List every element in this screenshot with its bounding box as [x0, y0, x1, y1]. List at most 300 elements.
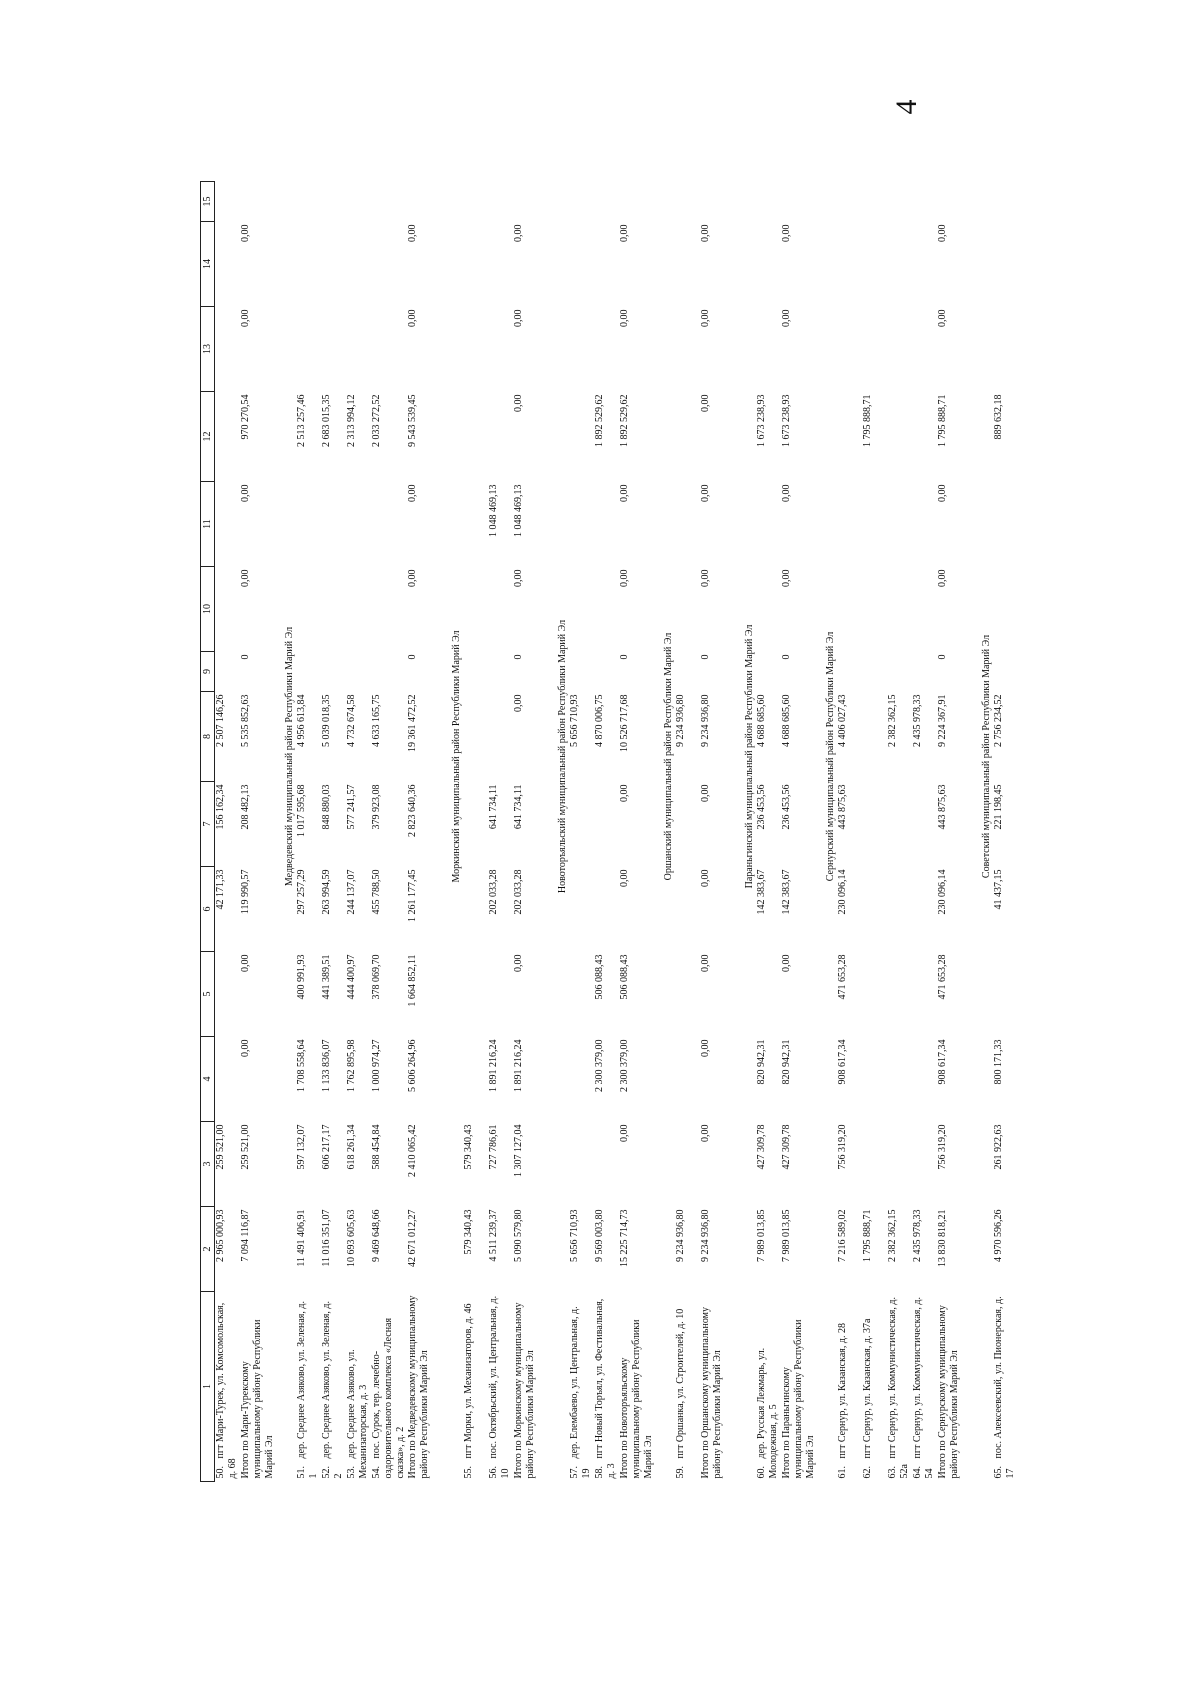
value-cell-c14: 0,00: [937, 309, 948, 327]
value-cell-c8: 379 923,08: [371, 784, 382, 830]
column-header: 3: [201, 1122, 215, 1207]
value-cell-c4: [912, 1122, 937, 1207]
value-cell-c10: [993, 652, 1018, 692]
row-number: 51.: [296, 1466, 307, 1479]
table-row: [675, 182, 700, 1482]
value-cell-c4: 427 309,78: [781, 1124, 792, 1170]
value-cell-c4: 261 922,63: [993, 1124, 1004, 1170]
value-cell-c7: [887, 867, 912, 952]
value-cell-c6: 0,00: [700, 954, 711, 972]
row-number: 60.: [756, 1466, 767, 1479]
value-cell-c5: [912, 1037, 937, 1122]
page-number: 4: [890, 99, 923, 115]
value-cell-c3: 11 016 351,07: [321, 1209, 332, 1267]
value-cell-c7: 230 096,14: [937, 869, 948, 915]
row-name-cell: [594, 1292, 619, 1482]
value-cell-c14: [887, 307, 912, 392]
value-cell-c11: [837, 567, 862, 652]
rotated-table-sheet: [200, 182, 1020, 1482]
total-row: [781, 182, 823, 1482]
address-label: дер. Среднее Азяково, ул. Зеленая, д. 1: [296, 1301, 319, 1479]
address-label: пгт Сернур, ул. Коммунистическая, д. 54: [912, 1297, 935, 1479]
value-cell-c7: 0,00: [700, 869, 711, 887]
value-cell-c6: 506 088,43: [619, 954, 630, 1000]
value-cell-c8: 156 162,34: [215, 784, 226, 830]
table-row: [321, 182, 346, 1482]
value-cell-c3: 7 989 013,85: [756, 1209, 767, 1262]
table-row: [993, 182, 1018, 1482]
value-cell-c11: [569, 567, 594, 652]
value-cell-c4: 727 786,61: [488, 1124, 499, 1170]
value-cell-c7: 42 171,33: [215, 869, 226, 910]
value-cell-c15: [993, 222, 1018, 307]
value-cell-c15: [912, 222, 937, 307]
value-cell-c11: [756, 567, 781, 652]
section-spacer-left: [449, 1292, 463, 1482]
column-header: 8: [201, 692, 215, 782]
value-cell-c5: 908 617,34: [837, 1039, 848, 1085]
value-cell-c11: [371, 567, 407, 652]
value-cell-c8: [463, 782, 488, 867]
value-cell-c3: 9 234 936,80: [700, 1209, 711, 1262]
value-cell-c4: [594, 1122, 619, 1207]
address-label: пгт Сернур, ул. Коммунистическая, д. 52а: [887, 1297, 910, 1479]
value-cell-c14: [296, 307, 321, 392]
column-header: 15: [201, 182, 215, 222]
value-cell-c7: [675, 867, 700, 952]
value-cell-c10: [346, 652, 371, 692]
value-cell-c8: 443 875,63: [837, 784, 848, 830]
value-cell-c5: 1 000 974,27: [371, 1039, 382, 1092]
value-cell-c14: 0,00: [619, 309, 630, 327]
value-cell-c5: 1 762 895,98: [346, 1039, 357, 1092]
value-cell-c10: [488, 652, 513, 692]
total-label: Итого по Оршанскому муниципальному району Республики Марий Эл: [700, 1307, 723, 1479]
value-cell-c7: 41 437,15: [993, 869, 1004, 910]
value-cell-c9: 4 406 027,43: [837, 694, 848, 747]
row-number: 57.: [569, 1466, 580, 1479]
value-cell-c6: [215, 952, 241, 1037]
value-cell-c10: [594, 652, 619, 692]
value-cell-c9: [488, 692, 513, 782]
value-cell-c11: [594, 567, 619, 652]
section-spacer-left: [661, 1292, 675, 1482]
section-row: [449, 182, 463, 1482]
value-cell-c8: 0,00: [700, 784, 711, 802]
value-cell-c10: [862, 652, 887, 692]
value-cell-c7: 202 033,28: [488, 869, 499, 915]
value-cell-c8: 2 823 640,36: [407, 784, 418, 837]
value-cell-c13: 2 313 994,12: [346, 394, 357, 447]
value-cell-c12: [371, 482, 407, 567]
value-cell-c8: [594, 782, 619, 867]
address-label: дер. Елембаево, ул. Центральная, д. 19: [569, 1306, 592, 1479]
value-cell-c12: 0,00: [240, 484, 251, 502]
value-cell-c7: 202 033,28: [513, 869, 524, 915]
value-cell-c7: 0,00: [619, 869, 630, 887]
table-row: [756, 182, 781, 1482]
section-row: [979, 182, 993, 1482]
value-cell-c5: [569, 1037, 594, 1122]
column-header: 5: [201, 952, 215, 1037]
value-cell-c5: 0,00: [240, 1039, 251, 1057]
value-cell-c15: 0,00: [619, 224, 630, 242]
value-cell-c6: [569, 952, 594, 1037]
section-title: Оршанский муниципальный район Республики Марий Эл: [663, 632, 674, 881]
value-cell-c12: [346, 482, 371, 567]
row-name-cell: [993, 1292, 1018, 1482]
value-cell-c8: 577 241,57: [346, 784, 357, 830]
value-cell-c15: [371, 222, 407, 307]
value-cell-c5: 1 708 558,64: [296, 1039, 307, 1092]
value-cell-c5: 2 300 379,00: [619, 1039, 630, 1092]
value-cell-c12: [463, 482, 488, 567]
column-header: 14: [201, 222, 215, 307]
section-spacer-right: [823, 182, 837, 222]
column-header: 12: [201, 392, 215, 482]
value-cell-c9: 2 756 234,52: [993, 694, 1004, 747]
value-cell-c7: 230 096,14: [837, 869, 848, 915]
value-cell-c12: 0,00: [937, 484, 948, 502]
value-cell-c11: [463, 567, 488, 652]
value-cell-c4: 259 521,00: [215, 1124, 226, 1170]
total-label: Итого по Сернурскому муниципальному району Республики Марий Эл: [937, 1305, 960, 1479]
value-cell-c6: [756, 952, 781, 1037]
value-cell-c8: [569, 782, 594, 867]
value-cell-c14: [215, 307, 241, 392]
address-label: пгт Оршанка, ул. Строителей, д. 10: [675, 1308, 686, 1459]
value-cell-c13: [463, 392, 488, 482]
value-cell-c3: 5 090 579,80: [513, 1209, 524, 1262]
row-name-cell: [407, 1292, 449, 1482]
value-cell-c11: [488, 567, 513, 652]
value-cell-c7: 263 994,59: [321, 869, 332, 915]
value-cell-c14: [993, 307, 1018, 392]
value-cell-c8: [862, 782, 887, 867]
value-cell-c9: 5 039 018,35: [321, 694, 332, 747]
row-name-cell: [887, 1292, 912, 1482]
section-spacer-left: [823, 1292, 837, 1482]
value-cell-c15: [296, 222, 321, 307]
value-cell-c7: [912, 867, 937, 952]
row-number: 65.: [993, 1466, 1004, 1479]
value-cell-c13: 1 892 529,62: [594, 394, 605, 447]
value-cell-c3: 7 216 589,02: [837, 1209, 848, 1262]
value-cell-c11: 0,00: [937, 569, 948, 587]
value-cell-c8: 641 734,11: [488, 784, 499, 830]
value-cell-c5: 1 133 836,07: [321, 1039, 332, 1092]
row-number: 56.: [488, 1466, 499, 1479]
total-label: Итого по Моркинскому муниципальному району Республики Марий Эл: [513, 1302, 536, 1479]
value-cell-c12: [993, 482, 1018, 567]
value-cell-c5: 908 617,34: [937, 1039, 948, 1085]
value-cell-c3: 4 511 239,37: [488, 1209, 499, 1262]
value-cell-c4: 427 309,78: [756, 1124, 767, 1170]
value-cell-c6: 471 653,28: [837, 954, 848, 1000]
value-cell-c9: 4 956 613,84: [296, 694, 307, 747]
value-cell-c13: [675, 392, 700, 482]
total-row: [619, 182, 661, 1482]
row-name-cell: [756, 1292, 781, 1482]
value-cell-c12: [862, 482, 887, 567]
row-name-cell: [346, 1292, 371, 1482]
row-number: 59.: [675, 1466, 686, 1479]
row-number: 53.: [346, 1466, 357, 1479]
row-name-cell: [837, 1292, 862, 1482]
value-cell-c3: 9 234 936,80: [675, 1209, 686, 1262]
value-cell-c5: 820 942,31: [756, 1039, 767, 1085]
row-name-cell: [488, 1292, 513, 1482]
row-name-cell: [912, 1292, 937, 1482]
value-cell-c14: 0,00: [781, 309, 792, 327]
value-cell-c13: 1 892 529,62: [619, 394, 630, 447]
row-number: 61.: [837, 1466, 848, 1479]
value-cell-c8: [912, 782, 937, 867]
row-number: 50.: [215, 1466, 226, 1479]
value-cell-c15: 0,00: [513, 224, 524, 242]
value-cell-c6: 444 400,97: [346, 954, 357, 1000]
value-cell-c11: [321, 567, 346, 652]
value-cell-c7: [594, 867, 619, 952]
section-spacer-right: [282, 182, 296, 222]
value-cell-c14: [837, 307, 862, 392]
value-cell-c10: 0: [407, 654, 418, 660]
value-cell-c10: [756, 652, 781, 692]
value-cell-c15: [887, 222, 912, 307]
value-cell-c4: [887, 1122, 912, 1207]
address-label: дер. Среднее Азяково, ул. Механизаторская, д. 3: [346, 1349, 369, 1479]
value-cell-c11: [346, 567, 371, 652]
value-cell-c11: [675, 567, 700, 652]
table-row: [569, 182, 594, 1482]
value-cell-c9: 2 382 362,15: [887, 694, 898, 747]
value-cell-c6: [463, 952, 488, 1037]
value-cell-c5: [862, 1037, 887, 1122]
value-cell-c10: [371, 652, 407, 692]
value-cell-c14: 0,00: [407, 309, 418, 327]
value-cell-c10: [675, 652, 700, 692]
value-cell-c4: [862, 1122, 887, 1207]
value-cell-c15: [215, 222, 241, 307]
row-number: 52.: [321, 1466, 332, 1479]
value-cell-c4: 0,00: [619, 1124, 630, 1142]
value-cell-c14: 0,00: [513, 309, 524, 327]
value-cell-c8: 221 198,45: [993, 784, 1004, 830]
table-row: [887, 182, 912, 1482]
value-cell-c12: [912, 482, 937, 567]
column-header: 6: [201, 867, 215, 952]
value-cell-c6: 0,00: [513, 954, 524, 972]
table-row: [912, 182, 937, 1482]
value-cell-c11: 0,00: [619, 569, 630, 587]
value-cell-c6: [675, 952, 700, 1037]
address-label: пгт Сернур, ул. Казанская, д. 37а: [862, 1318, 873, 1459]
total-row: [240, 182, 282, 1482]
value-cell-c14: [675, 307, 700, 392]
value-cell-c4: 756 319,20: [837, 1124, 848, 1170]
value-cell-c12: [594, 482, 619, 567]
column-header: 13: [201, 307, 215, 392]
section-row: [661, 182, 675, 1482]
value-cell-c5: [887, 1037, 912, 1122]
row-number: 58.: [594, 1466, 605, 1479]
value-cell-c11: [296, 567, 321, 652]
value-cell-c4: 588 454,84: [371, 1124, 382, 1170]
row-name-cell: [781, 1292, 823, 1482]
address-label: пгт Новый Торъял, ул. Фестивальная, д. 3: [594, 1298, 617, 1479]
value-cell-c6: [862, 952, 887, 1037]
total-label: Итого по Медведевскому муниципальному району Республики Марий Эл: [407, 1295, 430, 1479]
value-cell-c9: 4 633 165,75: [371, 694, 382, 747]
value-cell-c9: 9 224 367,91: [937, 694, 948, 747]
value-cell-c4: 618 261,34: [346, 1124, 357, 1170]
value-cell-c8: 443 875,63: [937, 784, 948, 830]
value-cell-c6: 441 389,51: [321, 954, 332, 1000]
value-cell-c14: [346, 307, 371, 392]
value-cell-c6: [912, 952, 937, 1037]
value-cell-c14: [463, 307, 488, 392]
value-cell-c5: 800 171,33: [993, 1039, 1004, 1085]
value-cell-c11: [912, 567, 937, 652]
section-spacer-left: [282, 1292, 296, 1482]
value-cell-c3: 7 989 013,85: [781, 1209, 792, 1262]
value-cell-c7: 297 257,29: [296, 869, 307, 915]
value-cell-c8: 848 880,03: [321, 784, 332, 830]
value-cell-c3: 2 435 978,33: [912, 1209, 923, 1262]
value-cell-c9: 9 234 936,80: [700, 694, 711, 747]
value-cell-c14: [862, 307, 887, 392]
column-header: 10: [201, 567, 215, 652]
section-row: [742, 182, 756, 1482]
value-cell-c10: [887, 652, 912, 692]
value-cell-c5: [215, 1037, 241, 1122]
value-cell-c7: 1 261 177,45: [407, 869, 418, 922]
address-label: пос. Сурок, тер. лечебно-оздоровительного комплекса «Лесная сказка», д. 2: [371, 1317, 406, 1479]
value-cell-c12: 1 048 469,13: [513, 484, 524, 537]
value-cell-c15: 0,00: [937, 224, 948, 242]
value-cell-c3: 13 830 818,21: [937, 1209, 948, 1267]
row-name-cell: [463, 1292, 488, 1482]
value-cell-c3: 11 491 406,91: [296, 1209, 307, 1267]
value-cell-c11: [215, 567, 241, 652]
value-cell-c4: 606 217,17: [321, 1124, 332, 1170]
value-cell-c13: 970 270,54: [240, 394, 251, 440]
section-title: Моркинский муниципальный район Республики Марий Эл: [451, 630, 462, 883]
value-cell-c6: 378 069,70: [371, 954, 382, 1000]
value-cell-c9: 9 234 936,80: [675, 694, 686, 747]
value-cell-c12: [756, 482, 781, 567]
value-cell-c11: 0,00: [513, 569, 524, 587]
value-cell-c6: [887, 952, 912, 1037]
value-cell-c12: [887, 482, 912, 567]
value-cell-c12: 0,00: [700, 484, 711, 502]
value-cell-c7: [569, 867, 594, 952]
row-name-cell: [215, 1292, 241, 1482]
value-cell-c4: 579 340,43: [463, 1124, 474, 1170]
value-cell-c10: [296, 652, 321, 692]
budget-table: [200, 181, 1018, 1482]
value-cell-c5: 2 300 379,00: [594, 1039, 605, 1092]
value-cell-c13: [569, 392, 594, 482]
row-number: 54.: [371, 1466, 382, 1479]
value-cell-c9: 4 732 674,58: [346, 694, 357, 747]
row-name-cell: [569, 1292, 594, 1482]
section-title: Советский муниципальный район Республики Марий Эл: [981, 634, 992, 879]
section-title: Параньгинский муниципальный район Республики Марий Эл: [744, 624, 755, 889]
address-label: пос. Октябрьский, ул. Центральная, д. 10: [488, 1295, 511, 1479]
section-spacer-right: [979, 182, 993, 222]
value-cell-c15: [837, 222, 862, 307]
value-cell-c15: 0,00: [781, 224, 792, 242]
address-label: пгт Мари-Турек, ул. Комсомольская, д. 68: [215, 1302, 238, 1479]
value-cell-c8: 236 453,56: [756, 784, 767, 830]
value-cell-c12: 1 048 469,13: [488, 484, 499, 537]
value-cell-c5: [463, 1037, 488, 1122]
value-cell-c9: 4 688 685,60: [756, 694, 767, 747]
section-row: [282, 182, 296, 1482]
total-label: Итого по Мари-Турекскому муниципальному району Республики Марий Эл: [240, 1319, 275, 1479]
section-spacer-right: [449, 182, 463, 222]
value-cell-c15: [862, 222, 887, 307]
value-cell-c12: 0,00: [407, 484, 418, 502]
row-name-cell: [937, 1292, 979, 1482]
value-cell-c7: 119 990,57: [240, 869, 251, 915]
value-cell-c3: 4 970 596,26: [993, 1209, 1004, 1262]
section-title: Новоторъяльский муниципальный район Республики Марий Эл: [557, 619, 568, 894]
address-label: пгт Морки, ул. Механизаторов, д. 46: [463, 1303, 474, 1459]
value-cell-c6: [488, 952, 513, 1037]
value-cell-c6: 1 664 852,11: [407, 954, 418, 1007]
value-cell-c13: [837, 392, 862, 482]
value-cell-c6: 0,00: [781, 954, 792, 972]
section-title: Сернурский муниципальный район Республики Марий Эл: [825, 631, 836, 882]
value-cell-c3: 9 569 003,80: [594, 1209, 605, 1262]
value-cell-c8: 641 734,11: [513, 784, 524, 830]
value-cell-c3: 15 225 714,73: [619, 1209, 630, 1267]
value-cell-c13: 1 795 888,71: [862, 394, 873, 447]
value-cell-c15: [488, 222, 513, 307]
value-cell-c10: 0: [781, 654, 792, 660]
total-row: [513, 182, 555, 1482]
row-name-cell: [240, 1292, 282, 1482]
value-cell-c7: [862, 867, 887, 952]
value-cell-c8: [675, 782, 700, 867]
value-cell-c4: [675, 1122, 700, 1207]
value-cell-c12: 0,00: [781, 484, 792, 502]
value-cell-c15: [594, 222, 619, 307]
value-cell-c14: [321, 307, 346, 392]
value-cell-c9: 4 688 685,60: [781, 694, 792, 747]
value-cell-c15: [675, 222, 700, 307]
value-cell-c9: 2 507 146,26: [215, 694, 226, 747]
value-cell-c8: 1 017 595,68: [296, 784, 307, 837]
address-label: дер. Русская Лежмарь, ул. Молодежная, д. 5: [756, 1347, 779, 1479]
value-cell-c13: 1 795 888,71: [937, 394, 948, 447]
value-cell-c14: [488, 307, 513, 392]
value-cell-c6: 0,00: [240, 954, 251, 972]
section-spacer-right: [555, 182, 569, 222]
value-cell-c6: 471 653,28: [937, 954, 948, 1000]
value-cell-c9: 2 435 978,33: [912, 694, 923, 747]
section-title: Медведевский муниципальный район Республики Марий Эл: [284, 626, 295, 887]
row-name-cell: [675, 1292, 700, 1482]
address-label: дер. Среднее Азяково, ул. Зеленая, д. 2: [321, 1301, 344, 1479]
value-cell-c12: [569, 482, 594, 567]
value-cell-c10: 0: [513, 654, 524, 660]
value-cell-c12: [675, 482, 700, 567]
table-row: [488, 182, 513, 1482]
value-cell-c12: [296, 482, 321, 567]
